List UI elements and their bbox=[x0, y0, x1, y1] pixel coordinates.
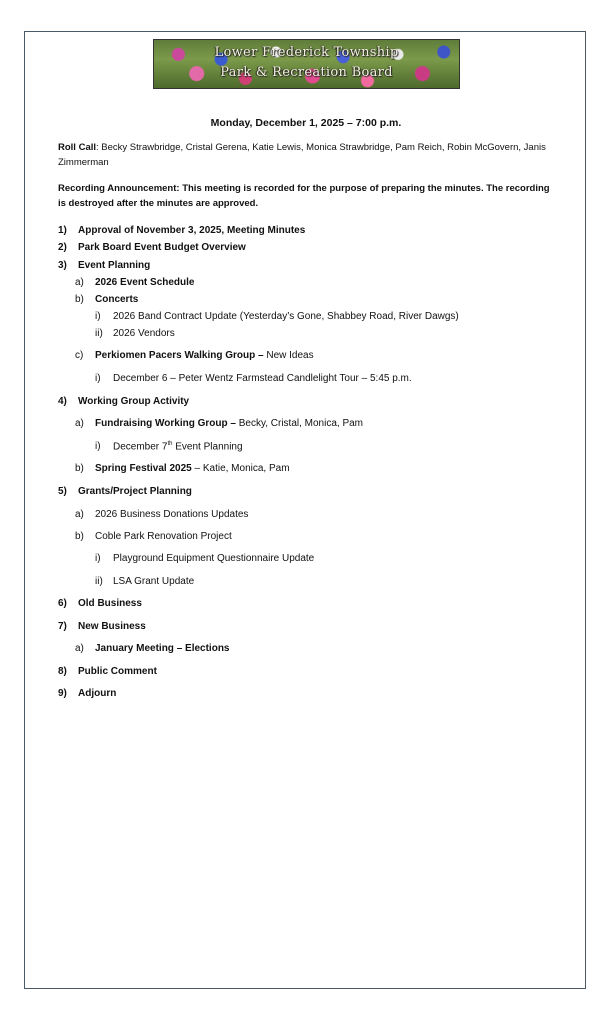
agenda-text-normal: Becky, Cristal, Monica, Pam bbox=[235, 418, 364, 429]
agenda-text-bold: Spring Festival 2025 bbox=[95, 463, 192, 474]
agenda-letter: b) bbox=[75, 463, 84, 474]
agenda-text-normal: – Katie, Monica, Pam bbox=[191, 463, 290, 474]
banner-title-line1: Lower Frederick Township bbox=[214, 45, 399, 60]
agenda-text: Public Comment bbox=[78, 666, 157, 677]
agenda-text: New Business bbox=[78, 621, 146, 632]
agenda-text: Old Business bbox=[78, 598, 142, 609]
agenda-number: 8) bbox=[58, 666, 67, 677]
agenda-text: 2026 Band Contract Update (Yesterday’s Gone, Shabbey Road, River Dawgs) bbox=[113, 311, 459, 322]
agenda-text: Working Group Activity bbox=[78, 396, 190, 407]
agenda-letter: a) bbox=[75, 418, 84, 429]
agenda-number: 6) bbox=[58, 598, 67, 609]
agenda-letter: b) bbox=[75, 294, 84, 305]
agenda-number: 9) bbox=[58, 688, 67, 699]
roll-call-names: : Becky Strawbridge, Cristal Gerena, Katie Lewis, Monica Strawbridge, Pam Reich, Robin McGovern, Janis Zimmerman bbox=[58, 142, 546, 168]
agenda-text: December 6 – Peter Wentz Farmstead Candlelight Tour – 5:45 p.m. bbox=[113, 373, 412, 384]
agenda-roman: ii) bbox=[95, 328, 103, 339]
agenda-text: Park Board Event Budget Overview bbox=[78, 242, 246, 253]
agenda-roman: i) bbox=[95, 311, 101, 322]
agenda-letter: c) bbox=[75, 350, 84, 361]
agenda-text: Concerts bbox=[95, 294, 139, 305]
agenda-text bbox=[95, 463, 290, 474]
agenda-text-normal: Event Planning bbox=[172, 441, 243, 453]
agenda-number: 7) bbox=[58, 621, 67, 632]
agenda-number: 4) bbox=[58, 396, 67, 407]
agenda-text: Playground Equipment Questionnaire Update bbox=[113, 553, 315, 564]
agenda-text: Coble Park Renovation Project bbox=[95, 531, 232, 542]
agenda-text: January Meeting – Elections bbox=[95, 643, 230, 654]
agenda-text: 2026 Vendors bbox=[113, 328, 175, 339]
meeting-date: Monday, December 1, 2025 – 7:00 p.m. bbox=[210, 117, 402, 129]
agenda-text-normal: New Ideas bbox=[263, 350, 314, 361]
agenda-text: Grants/Project Planning bbox=[78, 486, 192, 497]
agenda-roman: i) bbox=[95, 553, 101, 564]
agenda-text-sup: th bbox=[167, 441, 173, 447]
header-banner-image bbox=[153, 39, 460, 89]
agenda-text: LSA Grant Update bbox=[113, 576, 195, 587]
banner-title-line2: Park & Recreation Board bbox=[220, 65, 393, 80]
roll-call-label: Roll Call bbox=[58, 142, 97, 153]
agenda-letter: a) bbox=[75, 643, 84, 654]
agenda-text: Adjourn bbox=[78, 688, 117, 699]
agenda-text: Event Planning bbox=[78, 260, 151, 271]
agenda-text: 2026 Event Schedule bbox=[95, 277, 195, 288]
agenda-text: 2026 Business Donations Updates bbox=[95, 509, 249, 520]
roll-call bbox=[58, 140, 558, 170]
agenda-letter: b) bbox=[75, 531, 84, 542]
agenda-number: 1) bbox=[58, 225, 67, 236]
agenda-number: 3) bbox=[58, 260, 67, 271]
agenda-number: 5) bbox=[58, 486, 67, 497]
agenda-roman: i) bbox=[95, 441, 101, 452]
recording-announcement: Recording Announcement: This meeting is recorded for the purpose of preparing the minutes. The recording is destroyed after the minutes are approved. bbox=[58, 183, 550, 209]
agenda-text bbox=[95, 418, 363, 429]
agenda-roman: i) bbox=[95, 373, 101, 384]
agenda-number: 2) bbox=[58, 242, 67, 253]
agenda-text-bold: Fundraising Working Group – bbox=[95, 418, 236, 429]
agenda-letter: a) bbox=[75, 509, 84, 520]
agenda-text bbox=[95, 350, 314, 361]
agenda-text bbox=[113, 441, 243, 452]
agenda-roman: ii) bbox=[95, 576, 103, 587]
agenda-text-date: December 7 bbox=[113, 441, 168, 453]
agenda-letter: a) bbox=[75, 277, 84, 288]
agenda-text-bold: Perkiomen Pacers Walking Group – bbox=[95, 350, 264, 361]
agenda-text: Approval of November 3, 2025, Meeting Minutes bbox=[78, 225, 306, 236]
